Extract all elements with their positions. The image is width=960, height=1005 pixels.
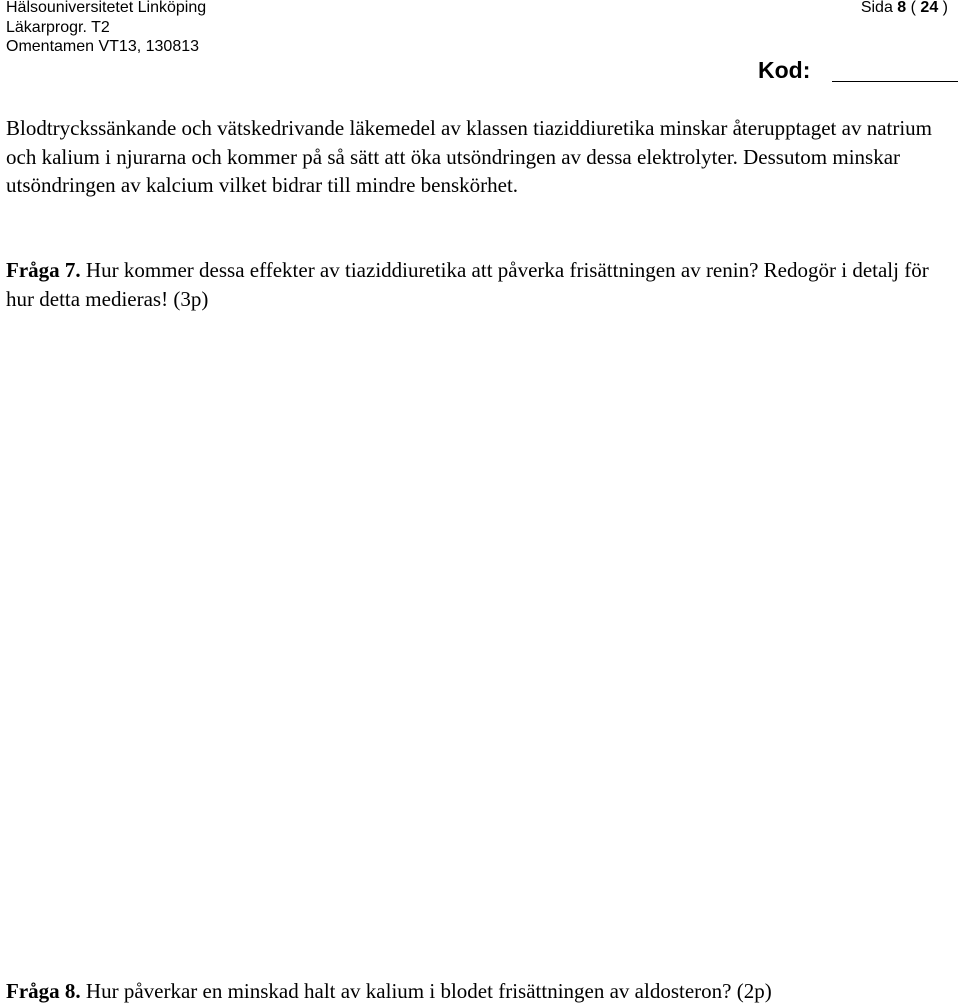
header-exam: Omentamen VT13, 130813 (6, 38, 200, 55)
question-7-text: Hur kommer dessa effekter av tiaziddiuretika att påverka frisättningen av renin? Redogör i detalj för hur detta medieras! (3p) (6, 258, 929, 311)
code-entry-line (832, 81, 958, 82)
page-label: Sida (860, 0, 893, 16)
question-7 (6, 256, 936, 313)
question-8-text: Hur påverkar en minskad halt av kalium i blodet frisättningen av aldosteron? (2p) (85, 979, 772, 1003)
page-total: 24 (920, 0, 939, 16)
header-program: Läkarprogr. T2 (6, 19, 110, 36)
page-number: Sida 8 ( 24 ) (860, 0, 948, 16)
intro-paragraph: Blodtryckssänkande och vätskedrivande läkemedel av klassen tiaziddiuretika minskar återupptaget av natrium och kalium i njurarna och kommer på så sätt att öka utsöndringen av dessa elektrolyter. Dessutom minskar utsöndringen av kalcium vilket bidrar till mindre benskörhet. (6, 116, 933, 197)
question-8-label: Fråga 8. (6, 979, 81, 1003)
question-7-label: Fråga 7. (6, 258, 81, 282)
header-institution: Hälsouniversitetet Linköping (6, 0, 207, 16)
question-8 (6, 977, 772, 1005)
page-current: 8 (897, 0, 907, 16)
code-label: Kod: (758, 57, 811, 83)
